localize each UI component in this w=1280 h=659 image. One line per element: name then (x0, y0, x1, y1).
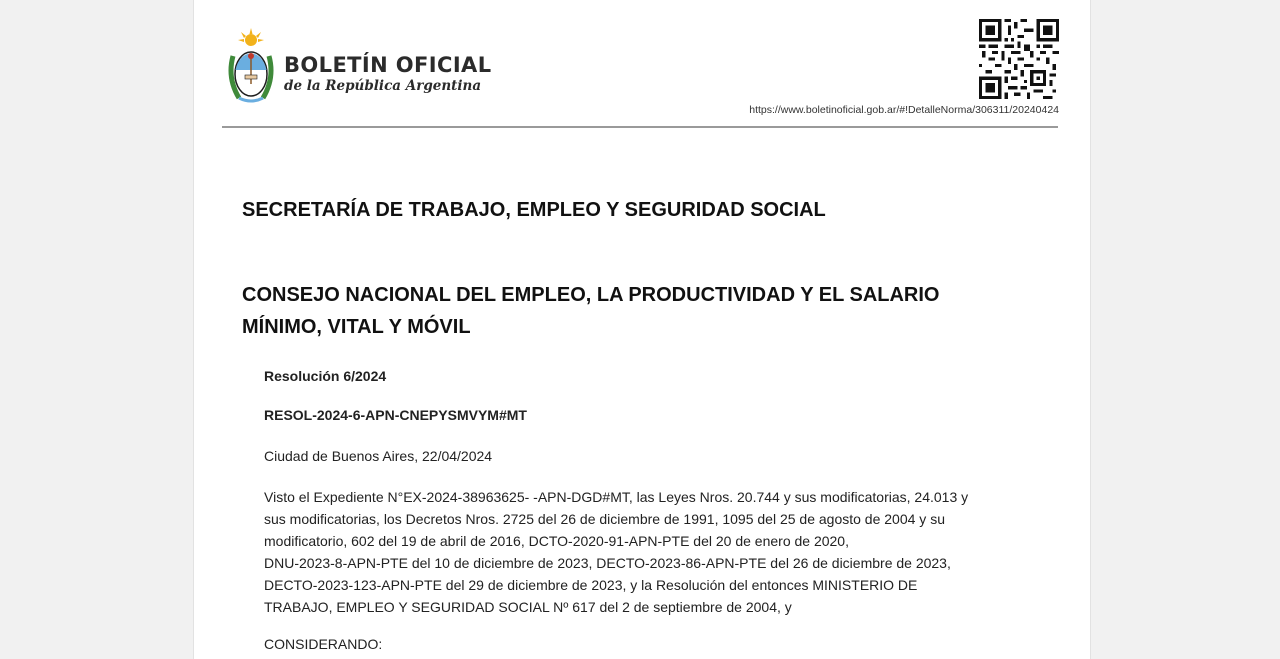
resolution-code: RESOL-2024-6-APN-CNEPYSMVYM#MT (264, 407, 527, 423)
secretaria-heading: SECRETARÍA DE TRABAJO, EMPLEO Y SEGURIDAD SOCIAL (242, 199, 826, 221)
paragraph-line: TRABAJO, EMPLEO Y SEGURIDAD SOCIAL Nº 617 del 2 de septiembre de 2004, y (264, 599, 792, 615)
logo-title: BOLETÍN OFICIAL (284, 53, 492, 77)
paragraph-line: DECTO-2023-123-APN-PTE del 29 de diciembre de 2023, y la Resolución del entonces MINISTERIO DE (264, 577, 918, 593)
qr-code-icon (979, 19, 1059, 99)
document-url[interactable]: https://www.boletinoficial.gob.ar/#!DetalleNorma/306311/20240424 (749, 104, 1059, 116)
document-header (222, 0, 1062, 130)
place-and-date: Ciudad de Buenos Aires, 22/04/2024 (264, 448, 493, 464)
paragraph-line: DNU-2023-8-APN-PTE del 10 de diciembre de 2023, DECTO-2023-86-APN-PTE del 26 de diciembre de 2023, (264, 555, 951, 571)
argentina-coat-of-arms-icon (225, 26, 277, 106)
document-page (193, 0, 1091, 659)
considerando-label: CONSIDERANDO: (264, 636, 383, 652)
consejo-heading-line: CONSEJO NACIONAL DEL EMPLEO, LA PRODUCTIVIDAD Y EL SALARIO (242, 284, 940, 306)
paragraph-line: Visto el Expediente N°EX-2024-38963625- -APN-DGD#MT, las Leyes Nros. 20.744 y sus modificatorias, 24.013 y (264, 489, 969, 505)
header-divider (222, 126, 1058, 128)
visto-paragraph (264, 486, 1024, 618)
consejo-heading-line: MÍNIMO, VITAL Y MÓVIL (242, 316, 471, 338)
logo-subtitle: de la República Argentina (284, 78, 482, 94)
logo (284, 52, 491, 94)
paragraph-line: modificatorio, 602 del 19 de abril de 2016, DCTO-2020-91-APN-PTE del 20 de enero de 2020, (264, 533, 849, 549)
consejo-heading (242, 279, 1042, 343)
resolution-number: Resolución 6/2024 (264, 368, 387, 384)
paragraph-line: sus modificatorias, los Decretos Nros. 2725 del 26 de diciembre de 1991, 1095 del 25 de agosto de 2004 y su (264, 511, 945, 527)
